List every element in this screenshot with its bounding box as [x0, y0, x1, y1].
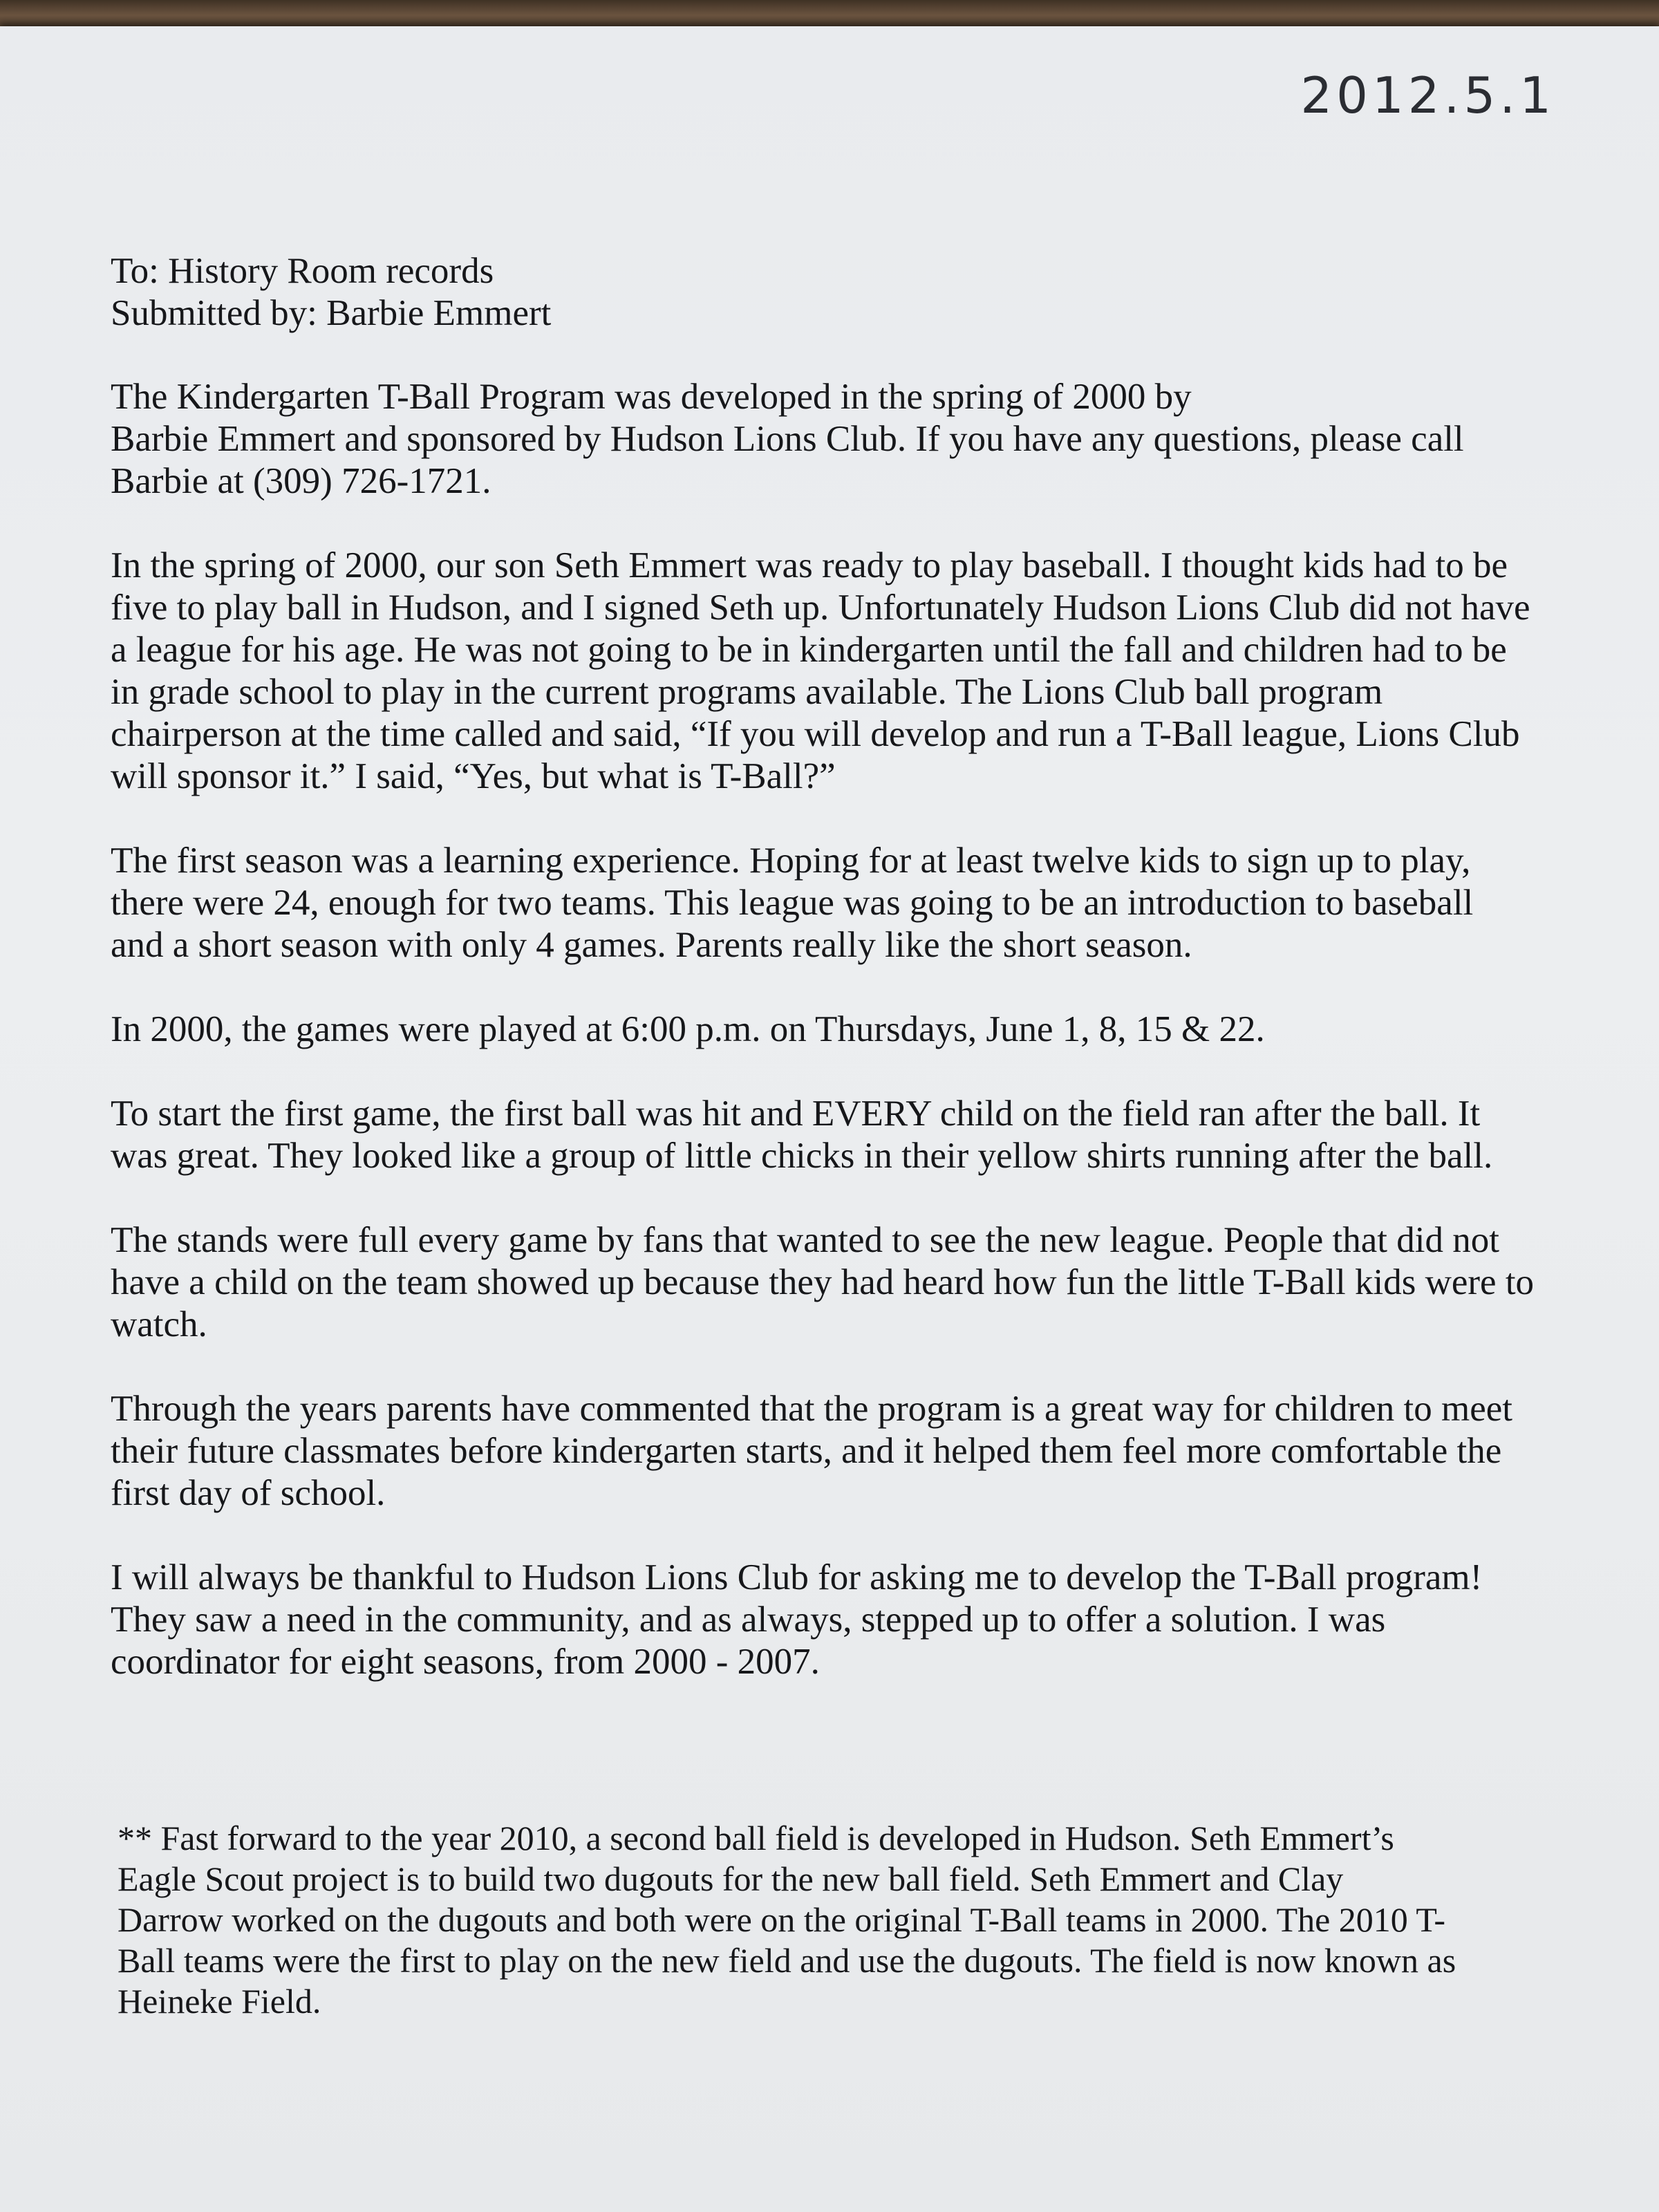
text-line: In 2000, the games were played at 6:00 p.m. on Thursdays, June 1, 8, 15 & 22. [111, 1009, 1265, 1049]
text-line: Barbie at (309) 726-1721. [111, 461, 491, 501]
paragraph-origin [111, 545, 1590, 798]
text-line: In the spring of 2000, our son Seth Emmert was ready to play baseball. I thought kids had to be [111, 545, 1508, 585]
text-line: Barbie Emmert and sponsored by Hudson Lions Club. If you have any questions, please call [111, 419, 1464, 459]
paragraph-intro [111, 376, 1590, 503]
text-line: have a child on the team showed up because they had heard how fun the little T-Ball kids were to [111, 1262, 1535, 1302]
paragraph-thanks [111, 1557, 1590, 1683]
text-line: The stands were full every game by fans that wanted to see the new league. People that did not [111, 1220, 1499, 1260]
footnote-line: Darrow worked on the dugouts and both were on the original T-Ball teams in 2000. The 2010 T- [118, 1900, 1445, 1939]
text-line: their future classmates before kindergarten starts, and it helped them feel more comfortable the [111, 1431, 1502, 1471]
text-line: first day of school. [111, 1473, 386, 1513]
footnote-line: Heineke Field. [118, 1982, 321, 2021]
text-line: was great. They looked like a group of little chicks in their yellow shirts running after the ball. [111, 1136, 1493, 1176]
text-line: there were 24, enough for two teams. This league was going to be an introduction to baseball [111, 883, 1474, 923]
paragraph-parents [111, 1388, 1590, 1515]
footnote-line: Eagle Scout project is to build two dugouts for the new ball field. Seth Emmert and Clay [118, 1859, 1344, 1898]
letter-header [111, 250, 1590, 335]
to-line: To: History Room records [111, 251, 494, 291]
text-line: watch. [111, 1304, 207, 1344]
handwritten-accession-number: 2012.5.1 [1300, 66, 1555, 124]
text-line: in grade school to play in the current programs available. The Lions Club ball program [111, 672, 1383, 712]
text-line: a league for his age. He was not going to be in kindergarten until the fall and children had to be [111, 630, 1507, 670]
paragraph-stands [111, 1219, 1590, 1346]
text-line: coordinator for eight seasons, from 2000 - 2007. [111, 1642, 820, 1682]
text-line: chairperson at the time called and said, “If you will develop and run a T-Ball league, Lions Club [111, 714, 1520, 754]
submitted-by-line: Submitted by: Barbie Emmert [111, 293, 552, 333]
footnote-line: ** Fast forward to the year 2010, a second ball field is developed in Hudson. Seth Emmert’s [118, 1819, 1394, 1857]
text-line: will sponsor it.” I said, “Yes, but what is T-Ball?” [111, 756, 836, 796]
footnote-line: Ball teams were the first to play on the new field and use the dugouts. The field is now known as [118, 1941, 1456, 1980]
text-line: They saw a need in the community, and as always, stepped up to offer a solution. I was [111, 1600, 1386, 1640]
text-line: The first season was a learning experience. Hoping for at least twelve kids to sign up to play, [111, 841, 1471, 881]
text-line: To start the first game, the first ball was hit and EVERY child on the field ran after the ball. It [111, 1094, 1481, 1134]
text-line: The Kindergarten T-Ball Program was developed in the spring of 2000 by [111, 377, 1192, 417]
text-line: five to play ball in Hudson, and I signed Seth up. Unfortunately Hudson Lions Club did not have [111, 588, 1530, 628]
text-line: Through the years parents have commented that the program is a great way for children to meet [111, 1389, 1512, 1429]
letter-body [111, 250, 1590, 1725]
text-line: and a short season with only 4 games. Parents really like the short season. [111, 925, 1192, 965]
paragraph-schedule [111, 1009, 1590, 1051]
text-line: I will always be thankful to Hudson Lions Club for asking me to develop the T-Ball program! [111, 1557, 1483, 1597]
footnote-2010 [118, 1818, 1590, 2022]
paragraph-first-game [111, 1093, 1590, 1177]
paragraph-first-season [111, 840, 1590, 966]
